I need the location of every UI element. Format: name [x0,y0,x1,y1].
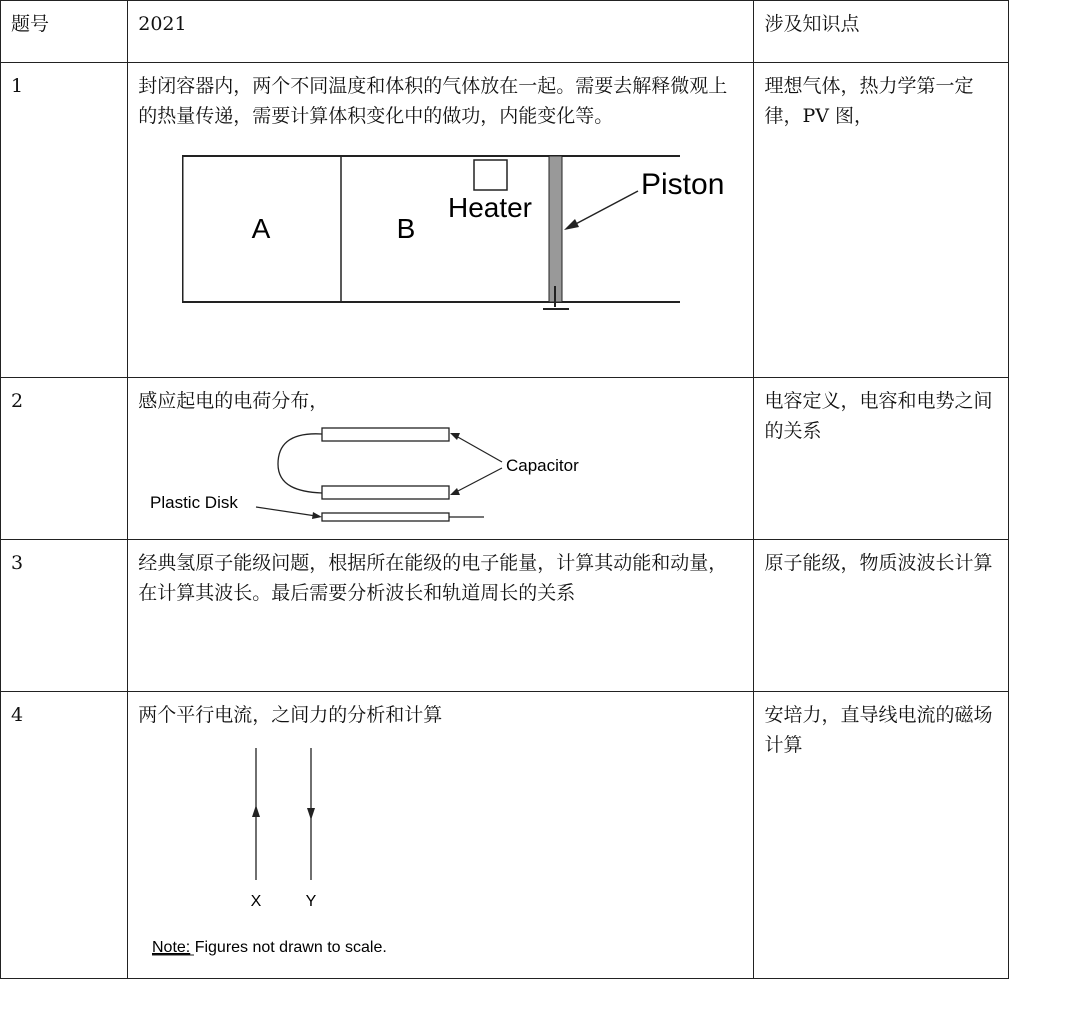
scale-note-prefix: Note: [152,939,191,956]
row-desc-cell [128,378,754,540]
gas-container-figure [138,131,738,311]
row-topics: 理想气体，热力学第一定律，PV 图， [754,63,1009,378]
capacitor-arrow-bottom [456,468,502,492]
header-num: 题号 [1,1,128,63]
row-desc-cell [128,63,754,378]
capacitor-arrowhead-bottom [450,488,460,495]
row-num: 2 [1,378,128,540]
disk-arrowhead [312,512,322,519]
header-row [1,1,1009,63]
table-row [1,63,1009,378]
scale-note [152,939,387,956]
table-row [1,540,1009,692]
row-desc: 两个平行电流，之间力的分析和计算 [138,704,443,726]
parallel-currents-figure [138,730,738,970]
label-a: A [251,213,271,244]
capacitor-figure [138,416,738,524]
capacitor-arrow-top [456,436,502,462]
container-left-wall [182,156,184,302]
capacitor-arrowhead-top [450,433,460,440]
disk-arrow [256,507,316,516]
label-piston: Piston [641,168,725,201]
scale-note-text: Figures not drawn to scale. [190,939,388,956]
label-b: B [396,213,416,244]
row-topics: 原子能级，物质波波长计算 [754,540,1009,692]
piston-arrow [570,191,638,227]
label-capacitor: Capacitor [506,456,580,475]
heater-box [474,160,507,190]
table-row [1,692,1009,979]
row-desc-cell [128,692,754,979]
row-num: 4 [1,692,128,979]
row-num: 1 [1,63,128,378]
capacitor-top-plate [322,428,449,441]
label-x: X [250,893,262,910]
connecting-wire [278,434,322,493]
header-year: 2021 [128,1,754,63]
row-desc: 感应起电的电荷分布， [138,390,329,412]
table-row [1,378,1009,540]
piston [549,156,562,302]
row-topics: 安培力，直导线电流的磁场计算 [754,692,1009,979]
wire-y-arrow-down [307,808,315,820]
row-topics: 电容定义，电容和电势之间的关系 [754,378,1009,540]
plastic-disk [322,513,449,521]
wire-x-arrow-up [252,805,260,817]
piston-arrowhead [564,219,579,230]
label-y: Y [305,893,317,910]
header-topics: 涉及知识点 [754,1,1009,63]
row-num: 3 [1,540,128,692]
capacitor-bottom-plate [322,486,449,499]
row-desc: 经典氢原子能级问题，根据所在能级的电子能量，计算其动能和动量，在计算其波长。最后需要分析波长和轨道周长的关系 [128,540,754,692]
label-plastic-disk: Plastic Disk [150,493,239,512]
label-heater: Heater [448,192,533,223]
row-desc: 封闭容器内，两个不同温度和体积的气体放在一起。需要去解释微观上的热量传递，需要计算体积变化中的做功，内能变化等。 [138,75,728,127]
